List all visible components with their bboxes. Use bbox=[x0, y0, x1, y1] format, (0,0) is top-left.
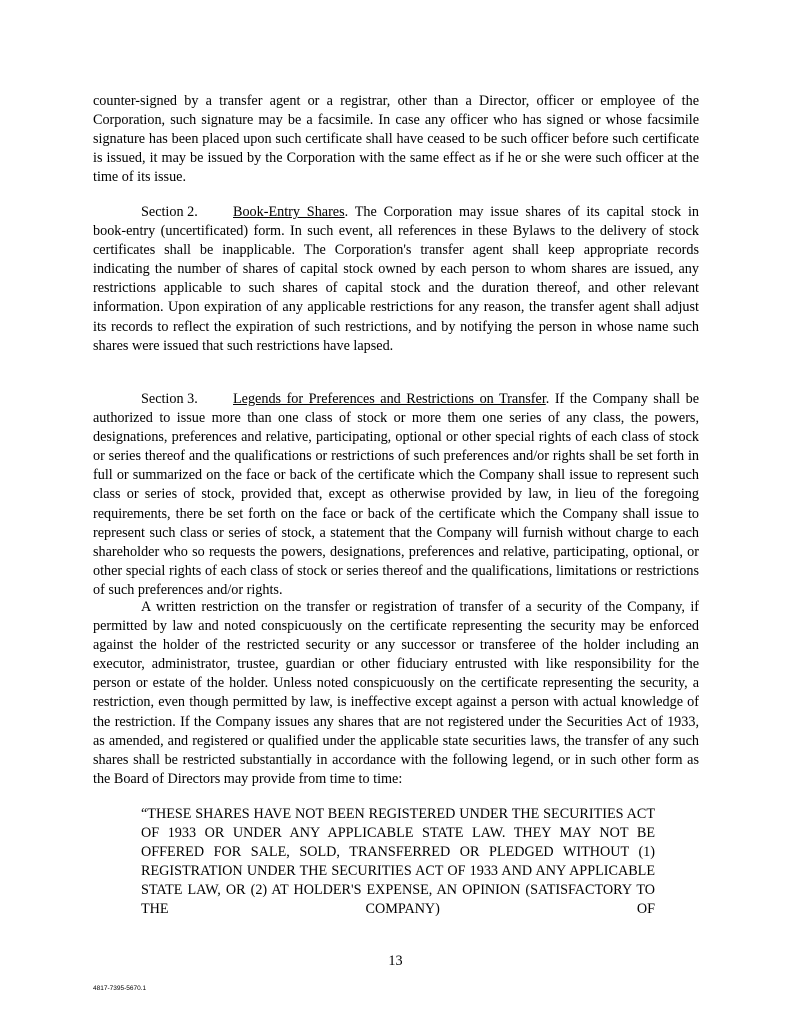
section-3-paragraph bbox=[93, 390, 699, 600]
section-2-heading: Book-Entry Shares bbox=[233, 204, 345, 220]
section-2-paragraph bbox=[93, 203, 699, 356]
legend-quote: “THESE SHARES HAVE NOT BEEN REGISTERED UNDER THE SECURITIES ACT OF 1933 OR UNDER ANY APPLICABLE STATE LAW. THEY MAY NOT BE OFFERED FOR SALE, SOLD, TRANSFERRED OR PLEDGED WITHOUT (1) REGISTRATION UNDER THE SECURITIES ACT OF 1933 AND ANY APPLICABLE STATE LAW, OR (2) AT HOLDER'S EXPENSE, AN OPINION (SATISFACTORY TO THE COMPANY) OF bbox=[141, 806, 655, 918]
section-2-text: . The Corporation may issue shares of its capital stock in book-entry (uncertificated) form. In such event, all references in these Bylaws to the delivery of stock certificates shall be inapplicable. The Corporation's transfer agent shall keep appropriate records indicating the number of shares of capital stock owned by each person to whom shares are issued, any restrictions applicable to such shares of capital stock and the duration thereof, and other relevant information. Upon expiration of any applicable restrictions for any reason, the transfer agent shall adjust its records to reflect the expiration of such restrictions, and by notifying the person in whose name such shares were issued that such restrictions have lapsed. bbox=[93, 204, 699, 354]
restriction-text: A written restriction on the transfer or registration of transfer of a security of the Company, if permitted by law and noted conspicuously on the certificate representing the security may be enforced against the holder of the restricted security or any successor or transferee of the holder including an executor, administrator, trustee, guardian or other fiduciary entrusted with like responsibility for the person or estate of the holder. Unless noted conspicuously on the certificate representing the security, a restriction, even though permitted by law, is ineffective except against a person with actual knowledge of the restriction. If the Company issues any shares that are not registered under the Securities Act of 1933, as amended, and registered or qualified under the applicable state securities laws, the transfer of any such shares shall be restricted substantially in accordance with the following legend, or in such other form as the Board of Directors may provide from time to time: bbox=[93, 599, 699, 787]
document-id: 4817-7395-5670.1 bbox=[93, 985, 147, 992]
section-3-heading: Legends for Preferences and Restrictions on Transfer bbox=[233, 391, 546, 407]
section-3-text: . If the Company shall be authorized to issue more than one class of stock or more them one series of any class, the powers, designations, preferences and relative, participating, optional or other special rights of each class of stock or series thereof and the qualifications or restrictions of such preferences and/or rights shall be set forth in full or summarized on the face or back of the certificate which the Company shall issue to represent such class or series of stock, provided that, except as otherwise provided by law, in lieu of the foregoing requirements, there be set forth on the face or back of the certificate which the Company shall issue to represent such class or series of stock, a statement that the Company will furnish without charge to each shareholder who so requests the powers, designations, preferences and relative, participating, optional, or other special rights of each class of stock or series thereof and the qualifications, limitations or restrictions of such preferences and/or rights. bbox=[93, 391, 700, 598]
section-2-number: Section 2. bbox=[141, 204, 198, 220]
paragraph-continued: counter-signed by a transfer agent or a registrar, other than a Director, officer or employee of the Corporation, such signature may be a facsimile. In case any officer who has signed or whose facsimile signature has been placed upon such certificate shall have ceased to be such officer before such certificate is issued, it may be issued by the Corporation with the same effect as if he or she were such officer at the time of its issue. bbox=[93, 93, 699, 186]
page-number: 13 bbox=[388, 953, 403, 969]
restriction-paragraph bbox=[93, 598, 699, 789]
section-3-number: Section 3. bbox=[141, 391, 198, 407]
